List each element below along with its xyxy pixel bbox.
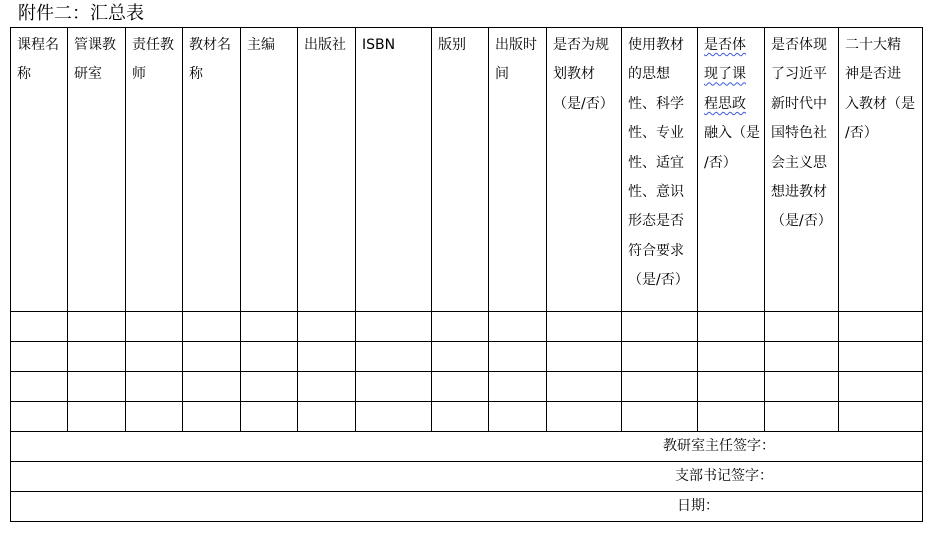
table-cell[interactable] bbox=[356, 372, 432, 402]
table-cell[interactable] bbox=[68, 312, 126, 342]
table-cell[interactable] bbox=[241, 312, 298, 342]
secretary-signature-row bbox=[11, 462, 923, 492]
table-cell[interactable] bbox=[622, 342, 698, 372]
table-cell[interactable] bbox=[489, 372, 547, 402]
table-cell[interactable] bbox=[432, 312, 489, 342]
secretary-signature-label: 支部书记签字： bbox=[675, 468, 773, 484]
table-cell[interactable] bbox=[489, 402, 547, 432]
director-signature-field[interactable] bbox=[11, 432, 923, 462]
date-label: 日期： bbox=[677, 498, 719, 514]
header-row bbox=[11, 28, 923, 312]
table-cell[interactable] bbox=[126, 372, 183, 402]
table-cell[interactable] bbox=[547, 402, 622, 432]
table-cell[interactable] bbox=[622, 402, 698, 432]
table-cell[interactable] bbox=[432, 372, 489, 402]
table-cell[interactable] bbox=[698, 312, 765, 342]
table-cell[interactable] bbox=[68, 402, 126, 432]
table-row bbox=[11, 312, 923, 342]
table-cell[interactable] bbox=[126, 402, 183, 432]
table-cell[interactable] bbox=[356, 312, 432, 342]
date-field[interactable] bbox=[11, 492, 923, 522]
summary-table bbox=[10, 27, 923, 522]
table-cell[interactable] bbox=[11, 402, 68, 432]
table-cell[interactable] bbox=[298, 342, 356, 372]
table-cell[interactable] bbox=[183, 402, 241, 432]
table-cell[interactable] bbox=[622, 372, 698, 402]
table-cell[interactable] bbox=[241, 342, 298, 372]
header-course-name: 课程名 称 bbox=[11, 28, 68, 312]
header-publisher: 出版社 bbox=[298, 28, 356, 312]
date-row bbox=[11, 492, 923, 522]
table-cell[interactable] bbox=[547, 312, 622, 342]
table-cell[interactable] bbox=[183, 372, 241, 402]
table-cell[interactable] bbox=[547, 342, 622, 372]
table-cell[interactable] bbox=[547, 372, 622, 402]
header-teaching-office: 管课教 研室 bbox=[68, 28, 126, 312]
table-cell[interactable] bbox=[356, 402, 432, 432]
table-cell[interactable] bbox=[765, 372, 839, 402]
table-cell[interactable] bbox=[183, 312, 241, 342]
table-cell[interactable] bbox=[765, 312, 839, 342]
table-row bbox=[11, 402, 923, 432]
secretary-signature-field[interactable] bbox=[11, 462, 923, 492]
header-ideology-requirements: 使用教材 的思想 性、科学 性、专业 性、适宜 性、意识 形态是否 符合要求 （是/否） bbox=[622, 28, 698, 312]
table-cell[interactable] bbox=[622, 312, 698, 342]
header-textbook-name: 教材名 称 bbox=[183, 28, 241, 312]
table-cell[interactable] bbox=[11, 342, 68, 372]
table-cell[interactable] bbox=[298, 402, 356, 432]
table-cell[interactable] bbox=[68, 372, 126, 402]
table-cell[interactable] bbox=[298, 312, 356, 342]
table-cell[interactable] bbox=[126, 312, 183, 342]
table-cell[interactable] bbox=[126, 342, 183, 372]
table-cell[interactable] bbox=[839, 342, 923, 372]
header-chief-editor: 主编 bbox=[241, 28, 298, 312]
director-signature-row bbox=[11, 432, 923, 462]
table-cell[interactable] bbox=[489, 342, 547, 372]
header-responsible-teacher: 责任教 师 bbox=[126, 28, 183, 312]
table-row bbox=[11, 372, 923, 402]
table-cell[interactable] bbox=[68, 342, 126, 372]
table-row bbox=[11, 342, 923, 372]
table-cell[interactable] bbox=[183, 342, 241, 372]
table-cell[interactable] bbox=[698, 342, 765, 372]
table-cell[interactable] bbox=[765, 402, 839, 432]
table-cell[interactable] bbox=[356, 342, 432, 372]
header-course-ideology: 是否体 现了课 程思政 融入（是 /否） bbox=[698, 28, 765, 312]
header-planned-textbook: 是否为规 划教材 （是/否） bbox=[547, 28, 622, 312]
document-title: 附件二：汇总表 bbox=[18, 3, 144, 24]
table-cell[interactable] bbox=[432, 342, 489, 372]
table-cell[interactable] bbox=[765, 342, 839, 372]
table-cell[interactable] bbox=[241, 372, 298, 402]
header-twentieth-congress: 二十大精 神是否进 入教材（是 /否） bbox=[839, 28, 923, 312]
header-xi-thought: 是否体现 了习近平 新时代中 国特色社 会主义思 想进教材 （是/否） bbox=[765, 28, 839, 312]
table-cell[interactable] bbox=[489, 312, 547, 342]
header-edition: 版别 bbox=[432, 28, 489, 312]
director-signature-label: 教研室主任签字： bbox=[663, 438, 775, 454]
table-cell[interactable] bbox=[241, 402, 298, 432]
table-cell[interactable] bbox=[839, 312, 923, 342]
table-cell[interactable] bbox=[698, 372, 765, 402]
table-cell[interactable] bbox=[839, 372, 923, 402]
header-isbn: ISBN bbox=[356, 28, 432, 312]
table-cell[interactable] bbox=[11, 312, 68, 342]
table-cell[interactable] bbox=[11, 372, 68, 402]
table-cell[interactable] bbox=[298, 372, 356, 402]
table-cell[interactable] bbox=[432, 402, 489, 432]
header-publication-date: 出版时 间 bbox=[489, 28, 547, 312]
table-cell[interactable] bbox=[839, 402, 923, 432]
table-cell[interactable] bbox=[698, 402, 765, 432]
